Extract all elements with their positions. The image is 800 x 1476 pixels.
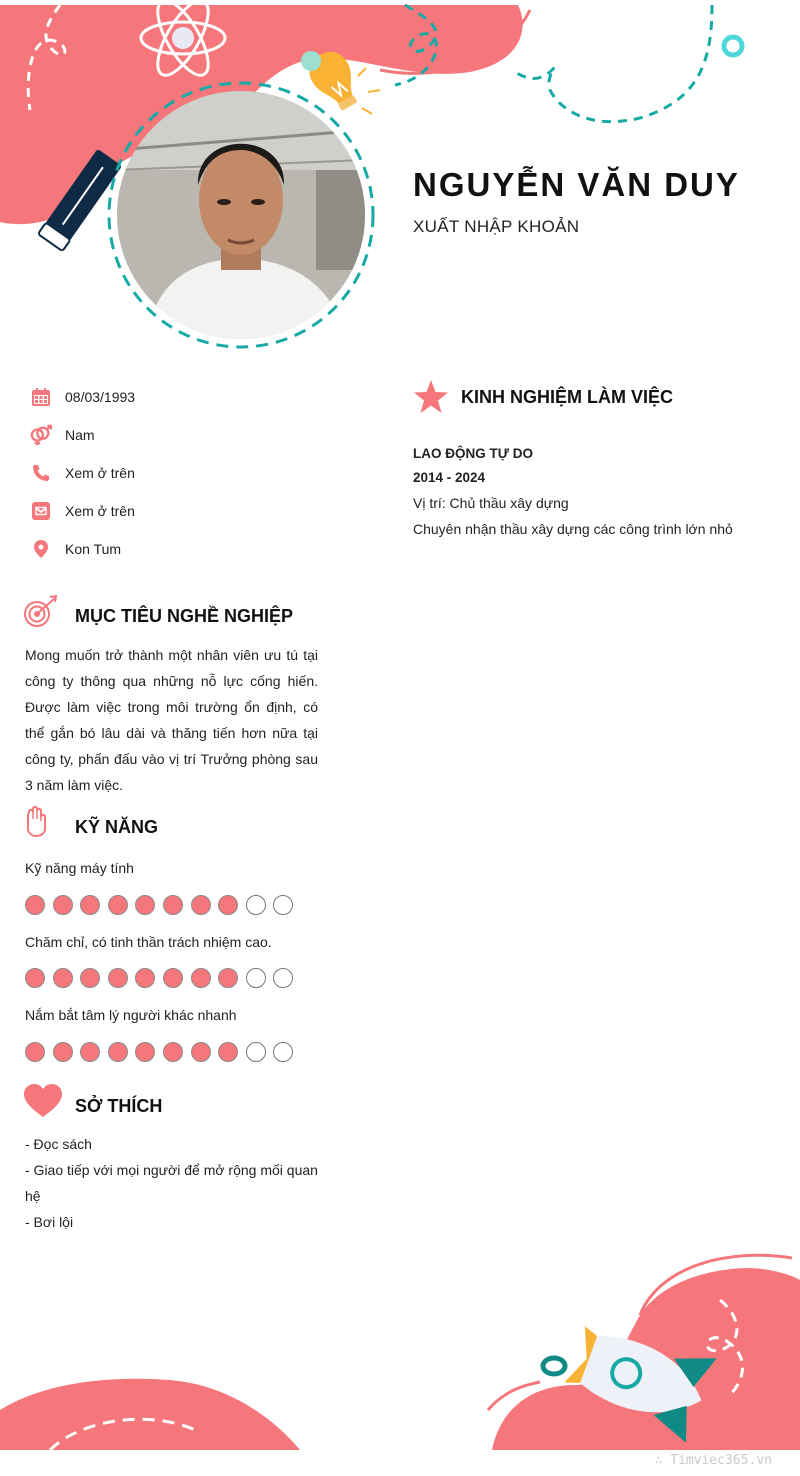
rating-dot-empty (246, 1042, 266, 1062)
rating-dot-filled (80, 1042, 100, 1062)
rating-dot-filled (108, 895, 128, 915)
rating-dot-filled (53, 895, 73, 915)
skill-rating (25, 968, 293, 988)
info-location (30, 537, 122, 561)
skill-label: Kỹ năng máy tính (25, 860, 134, 876)
rating-dot-filled (108, 1042, 128, 1062)
rating-dot-filled (191, 895, 211, 915)
rating-dot-filled (163, 895, 183, 915)
experience-role: Vị trí: Chủ thầu xây dựng (413, 495, 569, 511)
rating-dot-filled (191, 1042, 211, 1062)
hobby-item: - Bơi lội (25, 1214, 74, 1230)
candidate-position: XUẤT NHẬP KHOẢN (413, 217, 580, 236)
objective-text: Mong muốn trở thành một nhân viên ưu tú tại công ty thông qua những nỗ lực cống hiến. Được làm việc trong môi trường ổn định, có thể gắn bó lâu dài và thăng tiến hơn nữa tại công ty, phấn đấu vào vị trí Trưởng phòng sau 3 năm làm việc. (25, 647, 318, 793)
rating-dot-empty (246, 968, 266, 988)
rating-dot-filled (108, 968, 128, 988)
calendar-icon (30, 386, 52, 408)
experience-description: Chuyên nhận thầu xây dựng các công trình lớn nhỏ (413, 521, 733, 537)
rating-dot-filled (25, 895, 45, 915)
skills-title: KỸ NĂNG (75, 817, 159, 837)
rating-dot-filled (25, 968, 45, 988)
rating-dot-filled (53, 968, 73, 988)
candidate-name: NGUYỄN VĂN DUY (413, 166, 740, 203)
email-icon (30, 500, 52, 522)
info-gender (30, 423, 95, 447)
phone-icon (30, 462, 52, 484)
skill-label: Nắm bắt tâm lý người khác nhanh (25, 1007, 237, 1023)
rating-dot-filled (218, 968, 238, 988)
watermark: ∴ Timviec365.vn (654, 1453, 772, 1468)
info-text: 08/03/1993 (65, 389, 136, 405)
profile-photo (116, 90, 366, 340)
fist-icon (24, 805, 48, 837)
rating-dot-filled (25, 1042, 45, 1062)
rating-dot-filled (80, 895, 100, 915)
heart-icon (24, 1084, 62, 1118)
rating-dot-filled (163, 1042, 183, 1062)
info-text: Nam (65, 427, 95, 443)
rating-dot-filled (80, 968, 100, 988)
rating-dot-filled (218, 895, 238, 915)
rating-dot-empty (273, 1042, 293, 1062)
star-icon (413, 380, 449, 414)
target-icon (23, 595, 59, 629)
hobbies-title: SỞ THÍCH (75, 1096, 163, 1116)
info-email (30, 499, 135, 523)
rating-dot-filled (163, 968, 183, 988)
rating-dot-empty (273, 895, 293, 915)
rating-dot-filled (135, 968, 155, 988)
hobby-item: - Giao tiếp với mọi người để mở rộng mối quan hệ (25, 1162, 318, 1204)
info-phone (30, 461, 135, 485)
gender-icon (30, 424, 52, 446)
rating-dot-filled (53, 1042, 73, 1062)
skill-rating (25, 895, 293, 915)
skill-label: Chăm chỉ, có tinh thần trách nhiệm cao. (25, 934, 272, 950)
experience-company: LAO ĐỘNG TỰ DO (413, 446, 533, 461)
info-text: Kon Tum (65, 541, 122, 557)
rating-dot-filled (218, 1042, 238, 1062)
rating-dot-empty (246, 895, 266, 915)
rating-dot-filled (135, 895, 155, 915)
skill-rating (25, 1042, 293, 1062)
rating-dot-filled (135, 1042, 155, 1062)
location-pin-icon (30, 538, 52, 560)
info-birthdate (30, 385, 136, 409)
info-text: Xem ở trên (65, 503, 135, 519)
experience-title: KINH NGHIỆM LÀM VIỆC (461, 387, 674, 407)
info-text: Xem ở trên (65, 465, 135, 481)
hobby-item: - Đọc sách (25, 1136, 92, 1152)
rating-dot-filled (191, 968, 211, 988)
rating-dot-empty (273, 968, 293, 988)
objective-title: MỤC TIÊU NGHỀ NGHIỆP (75, 606, 294, 626)
experience-period: 2014 - 2024 (413, 470, 486, 485)
